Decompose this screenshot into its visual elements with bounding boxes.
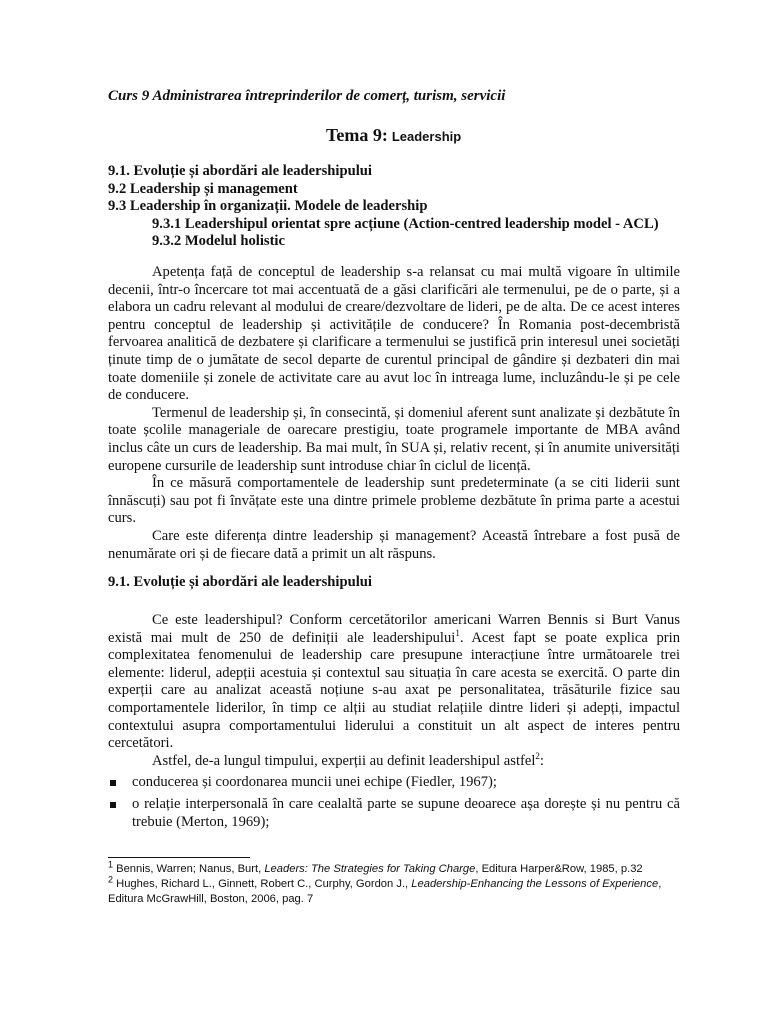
section-paragraph [108,750,680,771]
footnote-number: 2 [108,874,114,885]
course-title: Curs 9 Administrarea întreprinderilor de comerț, turism, servicii [108,88,506,104]
paragraph-text: Astfel, de-a lungul timpului, experții au definit leadershipul astfel [152,752,536,769]
definition-list [108,774,680,831]
footnote-ref: 1 [455,627,460,638]
intro-paragraph: Apetența față de conceptul de leadership s-a relansat cu mai multă vigoare în ultimile decenii, într-o încercare tot mai accentuată de a găsi clarificări ale termenului, pe de o parte, și a elabora un cadru relevant al modului de creare/dezvoltare de lideri, pe de alta. De ce acest interes pentru conceptul de leadership și activitățile de conducere? În Romania post-decembristă fervoarea analitică de dezbatere și clarificare a termenului se justifică prin interesul unei societăți ținute timp de o jumătate de secol departe de curentul principal de gândire și dezbateri din mai toate domeniile și zonele de activitate care au avut loc în intreaga lume, incluzându-le și pe cele de conducere. [108,264,680,404]
footnote-details: , Editura McGrawHill, Boston, 2006, pag. 7 [108,878,662,905]
theme-topic: Leadership [391,129,462,144]
footnote [108,859,680,877]
section-paragraph [108,612,680,753]
square-bullet-icon [110,780,116,786]
footnote-authors: Hughes, Richard L., Ginnett, Robert C., Curphy, Gordon J., [113,878,412,890]
paragraph-text: : [539,752,544,769]
footnote-divider [108,857,250,858]
footnote-title: Leaders: The Strategies for Taking Charge [264,863,476,875]
square-bullet-icon [110,802,116,808]
footnote-authors: Bennis, Warren; Nanus, Burt, [113,863,265,875]
list-item-text: o relație interpersonală în care cealaltă parte se supune deoarece așa dorește și nu pentru că trebuie (Merton, 1969); [132,795,680,830]
list-item [108,796,680,831]
footnote [108,874,680,907]
intro-text [108,264,680,563]
toc-item: 9.3 Leadership în organizații. Modele de leadership [108,198,428,215]
paragraph-text: Ce este leadershipul? Conform cercetătorilor americani Warren Bennis si Burt Vanus există mai mult de 250 de definiții ale leadershipului [108,612,680,646]
footnote-number: 1 [108,859,114,870]
intro-paragraph: Care este diferența dintre leadership și management? Această întrebare a fost pusă de nenumărate ori și de fiecare dată a primit un alt răspuns. [108,527,680,562]
footnote-ref: 2 [535,750,540,761]
toc-subitem: 9.3.1 Leadershipul orientat spre acțiune (Action-centred leadership model - ACL) [152,215,659,232]
toc-item: 9.1. Evoluție și abordări ale leadershipului [108,163,372,179]
section-text [108,612,680,831]
theme-heading [326,125,461,146]
footnotes [108,859,680,907]
intro-paragraph: În ce măsură comportamentele de leadership sunt predeterminate (a se citi liderii sunt înnăscuți) sau pot fi învățate este una dintre primele probleme dezbătute în prima parte a acestui curs. [108,475,680,527]
section-heading: 9.1. Evoluție și abordări ale leadershipului [108,574,372,590]
table-of-contents [108,163,659,251]
footnote-details: , Editura Harper&Row, 1985, p.32 [475,863,643,875]
footnote-title: Leadership-Enhancing the Lessons of Experience [411,878,659,890]
list-item [108,774,680,792]
intro-paragraph: Termenul de leadership și, în consecintă, și domeniul aferent sunt analizate și dezbătute în toate școlile manageriale de oarecare prestigiu, toate programele importante de MBA având inclus câte un curs de leadership. Ba mai mult, în SUA și, relativ recent, și în anumite universități europene cursurile de leadership sunt introduse chiar în ciclul de licență. [108,404,680,474]
theme-label: Tema 9: [326,125,388,145]
toc-subitem: 9.3.2 Modelul holistic [152,233,285,250]
toc-item: 9.2 Leadership și management [108,180,298,197]
list-item-text: conducerea și coordonarea muncii unei echipe (Fiedler, 1967); [132,774,497,791]
paragraph-text: . Acest fapt se poate explica prin complexitatea fenomenului de leadership care presupune interacțiune între următoarele trei elemente: liderul, adepții acestuia și contextul sau situația în care acesta se exercită. O parte din experții care au analizat această noțiune s-au axat pe personalitatea, trăsăturile fizice sau comportamentele liderilor, în timp ce alții au studiat relațiile dintre lideri și adepți, impactul contextului asupra comportamentului liderului a constituit un alt aspect de interes pentru cercetători. [108,629,680,752]
